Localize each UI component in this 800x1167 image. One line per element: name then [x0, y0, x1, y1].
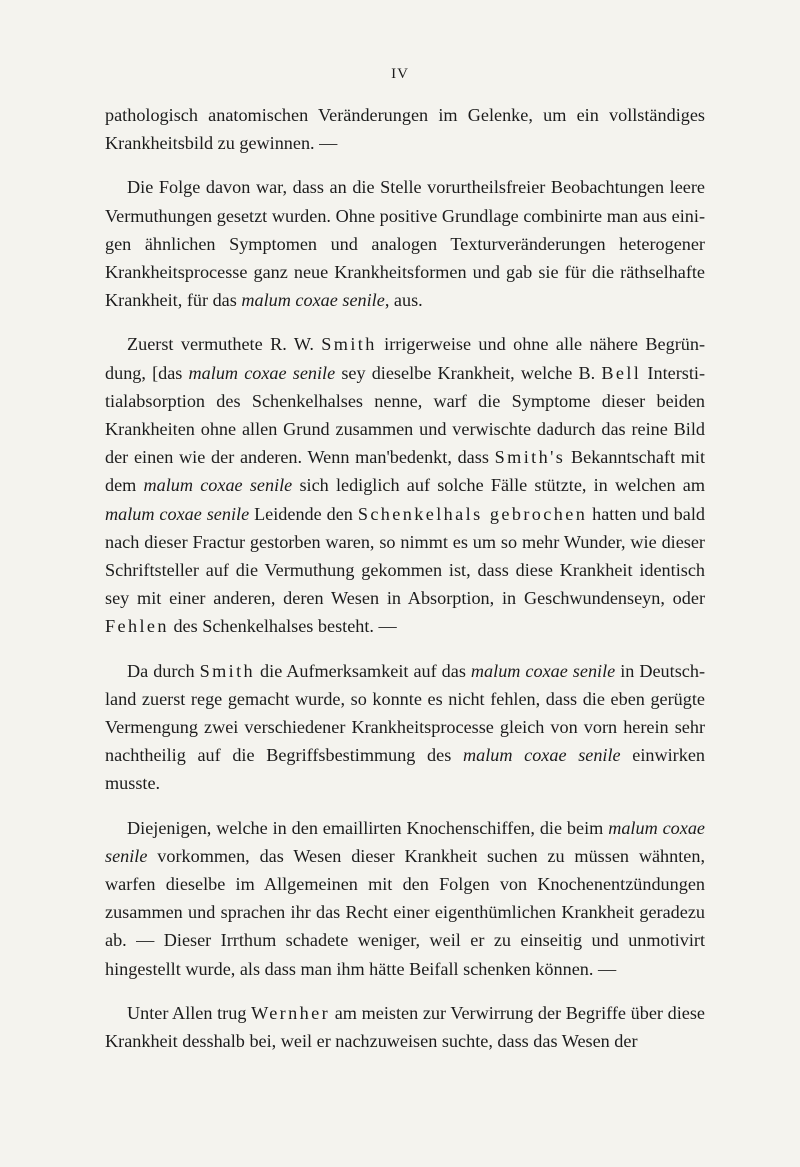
italic-term: malum coxae senile [188, 362, 336, 383]
text-run: Diejenigen, welche in den emaillirten Knochenschiffen, die beim [127, 817, 609, 838]
text-run: sich lediglich auf solche Fälle stützte, in welchen am [292, 475, 705, 496]
spaced-name: Schenkelhals gebrochen [357, 503, 588, 524]
italic-term: malum coxae senile [241, 290, 385, 311]
text-run: Zuerst vermuthete R. W. [127, 334, 322, 355]
paragraph [105, 330, 705, 640]
text-run: in Deutschland zuerst rege gemacht wurde, so konnte es nicht fehlen, dass die eben gerügte Vermengung zwei verschiedener Krankheitsprocesse gleich von vorn herein sehr nachtheilig auf die Begriffsbestimmung des [105, 660, 705, 766]
text-run: Leidende den [249, 503, 358, 524]
italic-term: malum coxae senile [105, 817, 705, 866]
paragraph [105, 999, 705, 1055]
text-run: irrigerweise und ohne alle nähere Begründung, [das [105, 334, 705, 383]
text-run: hatten und bald nach dieser Fractur gestorben waren, so nimmt es um so mehr Wunder, wie dieser Schriftsteller auf die Vermuthung gekommen ist, dass diese Krankheit identisch sey mit einer anderen, deren Wesen in Absorption, in Geschwundenseyn, oder [105, 503, 705, 609]
text-run: Die Folge davon war, dass an die Stelle vorurtheilsfreier Beobachtungen leere Vermuthungen gesetzt wurden. Ohne positive Grundlage combinirte man aus einigen ähnlichen Symptomen und analogen Texturveränderungen heterogener Krankheitsprocesse ganz neue Krankheitsformen und gab sie für die räthselhafte Krankheit, für das [105, 177, 705, 311]
body-text [105, 101, 705, 1071]
spaced-name: Fehlen [105, 616, 169, 637]
spaced-name: Bell [601, 362, 642, 383]
text-run: Unter Allen trug [127, 1002, 252, 1023]
spaced-name: Wernher [251, 1002, 331, 1023]
page-number: IV [391, 66, 409, 82]
text-run: Bekanntschaft mit dem [105, 447, 705, 496]
italic-term: malum coxae senile [105, 503, 250, 524]
paragraph [105, 101, 705, 157]
italic-term: malum coxae senile [462, 745, 621, 766]
text-run: Interstitialabsorption des Schenkelhalses nenne, warf die Symptome dieser beiden Krankheiten ohne allen Grund zusammen und verwischte dadurch das reine Bild der einen wie der anderen. Wenn man'bedenkt, dass [105, 362, 705, 468]
paragraph [105, 657, 705, 798]
text-run: die Aufmerksamkeit auf das [255, 660, 471, 681]
italic-term: malum coxae senile [470, 660, 616, 681]
paragraph [105, 814, 705, 983]
text-run: , aus. [384, 290, 423, 311]
spaced-name: Smith's [494, 447, 566, 468]
text-run: pathologisch anatomischen Veränderungen im Gelenke, um ein vollständiges Krankheitsbild zu gewinnen. — [105, 105, 705, 154]
text-run: des Schenkelhalses besteht. — [168, 616, 397, 637]
text-run: einwirken musste. [105, 745, 706, 794]
spaced-name: Smith [199, 660, 256, 681]
text-run: sey dieselbe Krankheit, welche B. [335, 362, 602, 383]
text-run: am meisten zur Verwirrung der Begriffe über diese Krankheit desshalb bei, weil er nachzuweisen suchte, dass das Wesen der [105, 1002, 705, 1052]
text-run: Da durch [127, 660, 200, 681]
spaced-name: Smith [321, 334, 377, 355]
italic-term: malum coxae senile [143, 475, 293, 496]
paragraph [105, 173, 705, 314]
text-run: vorkommen, das Wesen dieser Krankheit suchen zu müssen wähnten, warfen dieselbe im Allgemeinen mit den Folgen von Knochenentzündungen zusammen und sprachen ihr das Recht einer eigenthümlichen Krankheit geradezu ab. — Dieser Irrthum schadete weniger, weil er zu einseitig und unmotivirt hingestellt wurde, als dass man ihm hätte Beifall schenken können. — [105, 845, 705, 979]
